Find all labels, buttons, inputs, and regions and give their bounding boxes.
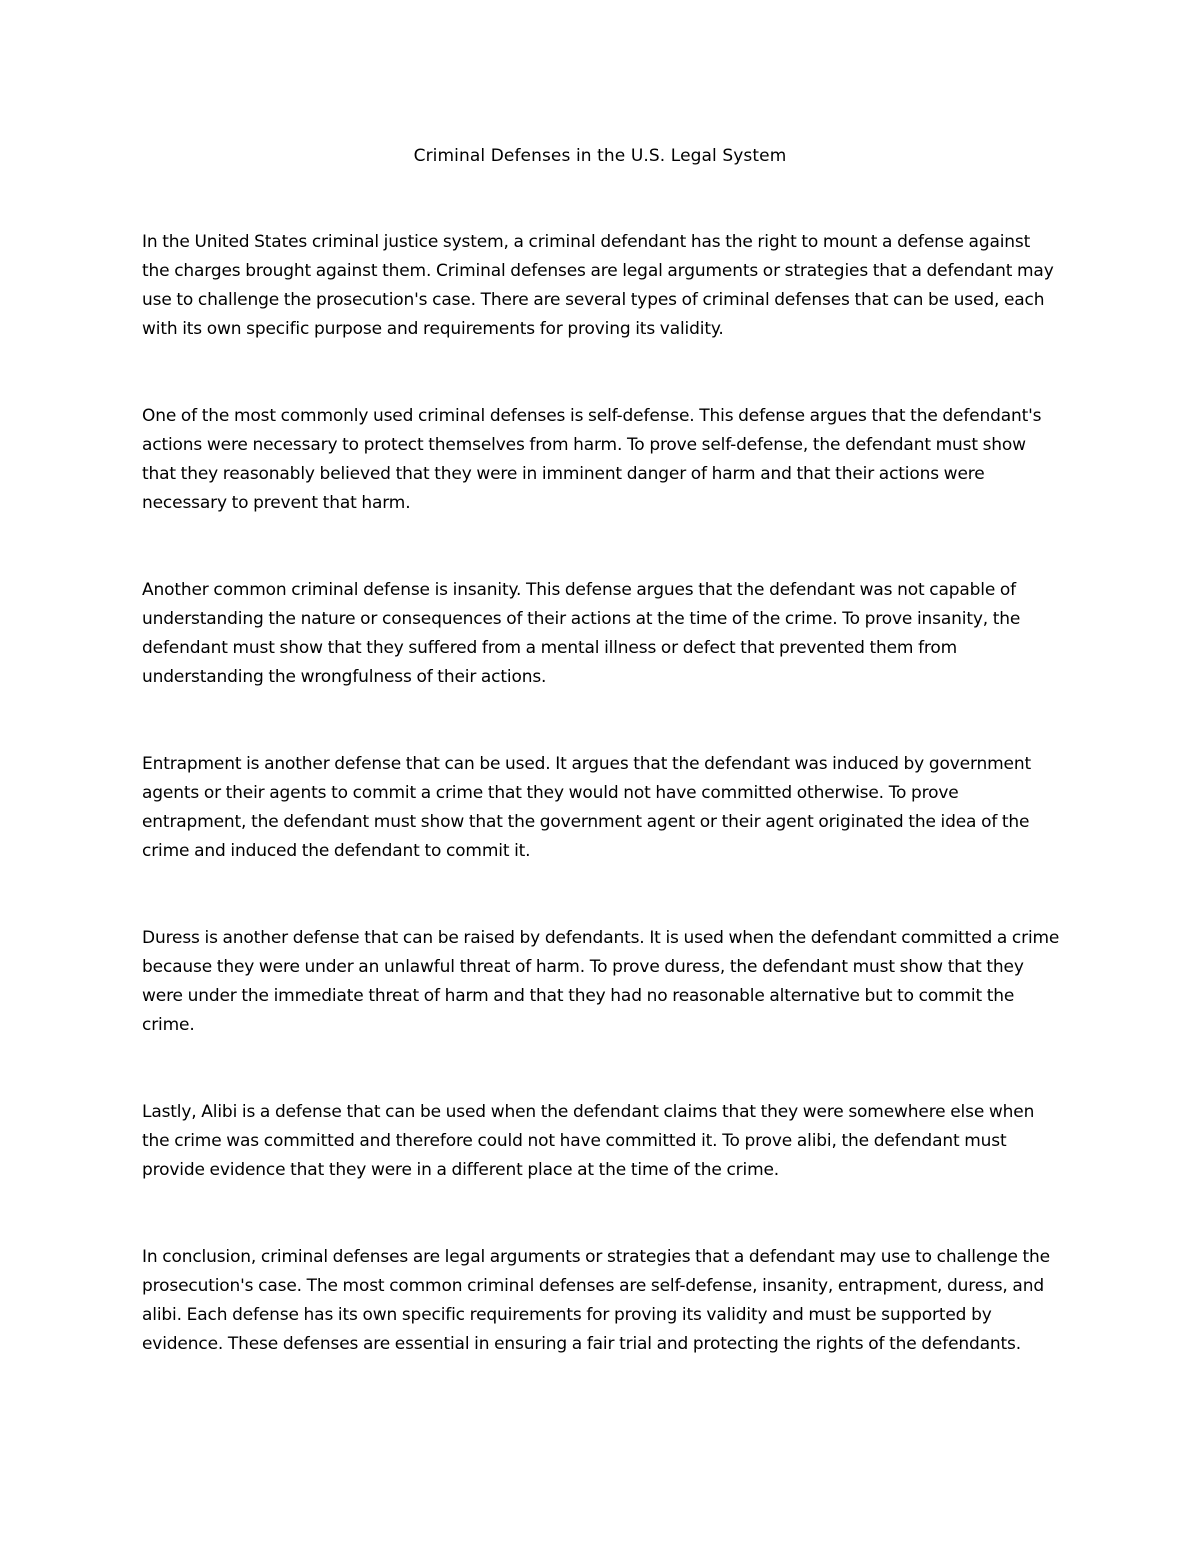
paragraph-alibi: Lastly, Alibi is a defense that can be used when the defendant claims that they were somewhere else when the crime was committed and therefore could not have committed it. To prove alibi, the defendant must provide evidence that they were in a different place at the time of the crime. — [142, 1102, 1035, 1180]
paragraph-insanity: Another common criminal defense is insanity. This defense argues that the defendant was not capable of understanding the nature or consequences of their actions at the time of the crime. To prove insanity, the defendant must show that they suffered from a mental illness or defect that prevented them from understanding the wrongfulness of their actions. — [142, 580, 1021, 687]
paragraph-introduction: In the United States criminal justice system, a criminal defendant has the right to mount a defense against the charges brought against them. Criminal defenses are legal arguments or strategies that a defendant may use to challenge the prosecution's case. There are several types of criminal defenses that can be used, each with its own specific purpose and requirements for proving its validity. — [142, 232, 1054, 339]
document-title: Criminal Defenses in the U.S. Legal System — [413, 146, 787, 166]
paragraph-duress: Duress is another defense that can be raised by defendants. It is used when the defendant committed a crime because they were under an unlawful threat of harm. To prove duress, the defendant must show that they were under the immediate threat of harm and that they had no reasonable alternative but to commit the crime. — [142, 928, 1060, 1035]
document-body — [142, 228, 1062, 1359]
paragraph-self-defense: One of the most commonly used criminal defenses is self-defense. This defense argues that the defendant's actions were necessary to protect themselves from harm. To prove self-defense, the defendant must show that they reasonably believed that they were in imminent danger of harm and that their actions were necessary to prevent that harm. — [142, 406, 1042, 513]
paragraph-conclusion: In conclusion, criminal defenses are legal arguments or strategies that a defendant may use to challenge the prosecution's case. The most common criminal defenses are self-defense, insanity, entrapment, duress, and alibi. Each defense has its own specific requirements for proving its validity and must be supported by evidence. These defenses are essential in ensuring a fair trial and protecting the rights of the defendants. — [142, 1247, 1050, 1354]
paragraph-entrapment: Entrapment is another defense that can be used. It argues that the defendant was induced by government agents or their agents to commit a crime that they would not have committed otherwise. To prove entrapment, the defendant must show that the government agent or their agent originated the idea of the crime and induced the defendant to commit it. — [142, 754, 1031, 861]
